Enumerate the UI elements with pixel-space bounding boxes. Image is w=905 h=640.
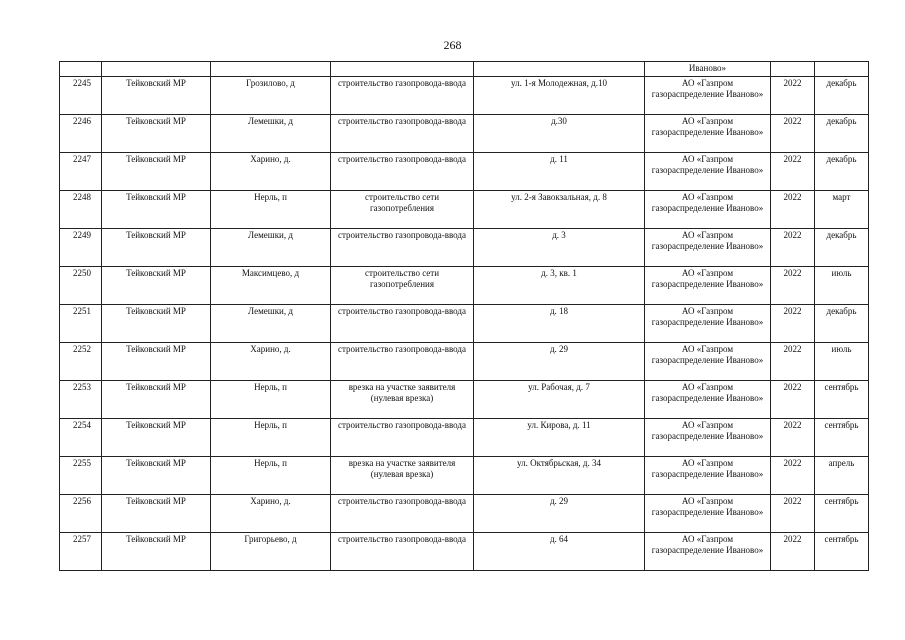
- cell-locality: Максимцево, д: [211, 267, 331, 305]
- cell-locality: Грозилово, д: [211, 77, 331, 115]
- cell-month: декабрь: [815, 115, 869, 153]
- cell-year: 2022: [771, 495, 815, 533]
- cell-month: декабрь: [815, 153, 869, 191]
- cell-locality: Лемешки, д: [211, 229, 331, 267]
- cell-operator: Иваново»: [645, 62, 771, 77]
- cell-district: Тейковский МР: [102, 191, 211, 229]
- cell-num: 2257: [60, 533, 102, 571]
- cell-locality: Харино, д.: [211, 343, 331, 381]
- cell-operator: АО «Газпром газораспределение Иваново»: [645, 419, 771, 457]
- cell-address: ул. Кирова, д. 11: [474, 419, 645, 457]
- table-row: [60, 457, 869, 495]
- table-row: [60, 495, 869, 533]
- cell-address: ул. Октябрьская, д. 34: [474, 457, 645, 495]
- cell-operator: АО «Газпром газораспределение Иваново»: [645, 533, 771, 571]
- cell-locality: Григорьево, д: [211, 533, 331, 571]
- table-row: [60, 305, 869, 343]
- cell-work: строительство газопровода-ввода: [331, 305, 474, 343]
- cell-num: 2246: [60, 115, 102, 153]
- cell-address: д.30: [474, 115, 645, 153]
- cell-operator: АО «Газпром газораспределение Иваново»: [645, 229, 771, 267]
- cell-year: 2022: [771, 191, 815, 229]
- cell-locality: Лемешки, д: [211, 115, 331, 153]
- cell-month: сентябрь: [815, 419, 869, 457]
- cell-num: 2250: [60, 267, 102, 305]
- cell-district: Тейковский МР: [102, 419, 211, 457]
- cell-year: 2022: [771, 343, 815, 381]
- table-row: [60, 191, 869, 229]
- cell-operator: АО «Газпром газораспределение Иваново»: [645, 457, 771, 495]
- cell-work: строительство газопровода-ввода: [331, 77, 474, 115]
- cell-month: июль: [815, 267, 869, 305]
- cell-work: строительство газопровода-ввода: [331, 229, 474, 267]
- cell-work: строительство газопровода-ввода: [331, 153, 474, 191]
- cell-work: врезка на участке заявителя (нулевая врезка): [331, 381, 474, 419]
- cell-year: 2022: [771, 381, 815, 419]
- cell-address: ул. 2-я Завокзальная, д. 8: [474, 191, 645, 229]
- cell-num: 2248: [60, 191, 102, 229]
- cell-district: Тейковский МР: [102, 153, 211, 191]
- cell-operator: АО «Газпром газораспределение Иваново»: [645, 343, 771, 381]
- page-number: 268: [443, 38, 462, 52]
- cell-address: ул. 1-я Молодежная, д.10: [474, 77, 645, 115]
- cell-month: июль: [815, 343, 869, 381]
- cell-district: Тейковский МР: [102, 267, 211, 305]
- cell-month: март: [815, 191, 869, 229]
- table-row: [60, 533, 869, 571]
- cell-year: 2022: [771, 115, 815, 153]
- cell-month: апрель: [815, 457, 869, 495]
- cell-locality: Нерль, п: [211, 381, 331, 419]
- cell-work: строительство газопровода-ввода: [331, 115, 474, 153]
- cell-year: 2022: [771, 267, 815, 305]
- cell-address: д. 18: [474, 305, 645, 343]
- table-row: [60, 115, 869, 153]
- cell-year: 2022: [771, 153, 815, 191]
- cell-address: [474, 62, 645, 77]
- cell-district: Тейковский МР: [102, 115, 211, 153]
- cell-work: строительство газопровода-ввода: [331, 495, 474, 533]
- gasification-table: [59, 61, 869, 571]
- cell-district: Тейковский МР: [102, 533, 211, 571]
- cell-month: декабрь: [815, 305, 869, 343]
- cell-year: 2022: [771, 305, 815, 343]
- cell-operator: АО «Газпром газораспределение Иваново»: [645, 191, 771, 229]
- cell-year: [771, 62, 815, 77]
- table-row: [60, 381, 869, 419]
- cell-work: строительство сети газопотребления: [331, 191, 474, 229]
- cell-address: д. 64: [474, 533, 645, 571]
- cell-operator: АО «Газпром газораспределение Иваново»: [645, 305, 771, 343]
- cell-num: 2251: [60, 305, 102, 343]
- cell-district: Тейковский МР: [102, 77, 211, 115]
- cell-year: 2022: [771, 457, 815, 495]
- cell-work: [331, 62, 474, 77]
- cell-operator: АО «Газпром газораспределение Иваново»: [645, 115, 771, 153]
- cell-num: [60, 62, 102, 77]
- cell-locality: Лемешки, д: [211, 305, 331, 343]
- table-row: [60, 267, 869, 305]
- cell-num: 2252: [60, 343, 102, 381]
- cell-work: строительство газопровода-ввода: [331, 343, 474, 381]
- table-body: [60, 62, 869, 571]
- cell-num: 2254: [60, 419, 102, 457]
- cell-district: Тейковский МР: [102, 229, 211, 267]
- cell-operator: АО «Газпром газораспределение Иваново»: [645, 77, 771, 115]
- cell-district: Тейковский МР: [102, 343, 211, 381]
- cell-month: декабрь: [815, 77, 869, 115]
- cell-locality: Нерль, п: [211, 457, 331, 495]
- cell-num: 2249: [60, 229, 102, 267]
- cell-locality: Нерль, п: [211, 191, 331, 229]
- cell-year: 2022: [771, 77, 815, 115]
- cell-month: сентябрь: [815, 381, 869, 419]
- cell-num: 2245: [60, 77, 102, 115]
- cell-num: 2247: [60, 153, 102, 191]
- table-row: [60, 229, 869, 267]
- cell-district: Тейковский МР: [102, 305, 211, 343]
- cell-work: строительство газопровода-ввода: [331, 533, 474, 571]
- table-row: [60, 343, 869, 381]
- table-row: [60, 153, 869, 191]
- cell-work: строительство газопровода-ввода: [331, 419, 474, 457]
- cell-address: д. 29: [474, 343, 645, 381]
- cell-work: строительство сети газопотребления: [331, 267, 474, 305]
- cell-address: ул. Рабочая, д. 7: [474, 381, 645, 419]
- cell-month: декабрь: [815, 229, 869, 267]
- cell-address: д. 29: [474, 495, 645, 533]
- cell-operator: АО «Газпром газораспределение Иваново»: [645, 267, 771, 305]
- cell-num: 2253: [60, 381, 102, 419]
- cell-num: 2256: [60, 495, 102, 533]
- cell-locality: Нерль, п: [211, 419, 331, 457]
- cell-month: [815, 62, 869, 77]
- table-row: [60, 419, 869, 457]
- cell-operator: АО «Газпром газораспределение Иваново»: [645, 381, 771, 419]
- cell-year: 2022: [771, 229, 815, 267]
- continuation-row: [60, 62, 869, 77]
- cell-address: д. 11: [474, 153, 645, 191]
- cell-address: д. 3: [474, 229, 645, 267]
- cell-month: сентябрь: [815, 495, 869, 533]
- cell-district: Тейковский МР: [102, 457, 211, 495]
- table-row: [60, 77, 869, 115]
- cell-locality: Харино, д.: [211, 495, 331, 533]
- cell-locality: [211, 62, 331, 77]
- cell-year: 2022: [771, 533, 815, 571]
- cell-year: 2022: [771, 419, 815, 457]
- cell-operator: АО «Газпром газораспределение Иваново»: [645, 153, 771, 191]
- cell-work: врезка на участке заявителя (нулевая врезка): [331, 457, 474, 495]
- cell-district: Тейковский МР: [102, 495, 211, 533]
- cell-month: сентябрь: [815, 533, 869, 571]
- cell-locality: Харино, д.: [211, 153, 331, 191]
- cell-district: [102, 62, 211, 77]
- cell-district: Тейковский МР: [102, 381, 211, 419]
- cell-address: д. 3, кв. 1: [474, 267, 645, 305]
- cell-num: 2255: [60, 457, 102, 495]
- cell-operator: АО «Газпром газораспределение Иваново»: [645, 495, 771, 533]
